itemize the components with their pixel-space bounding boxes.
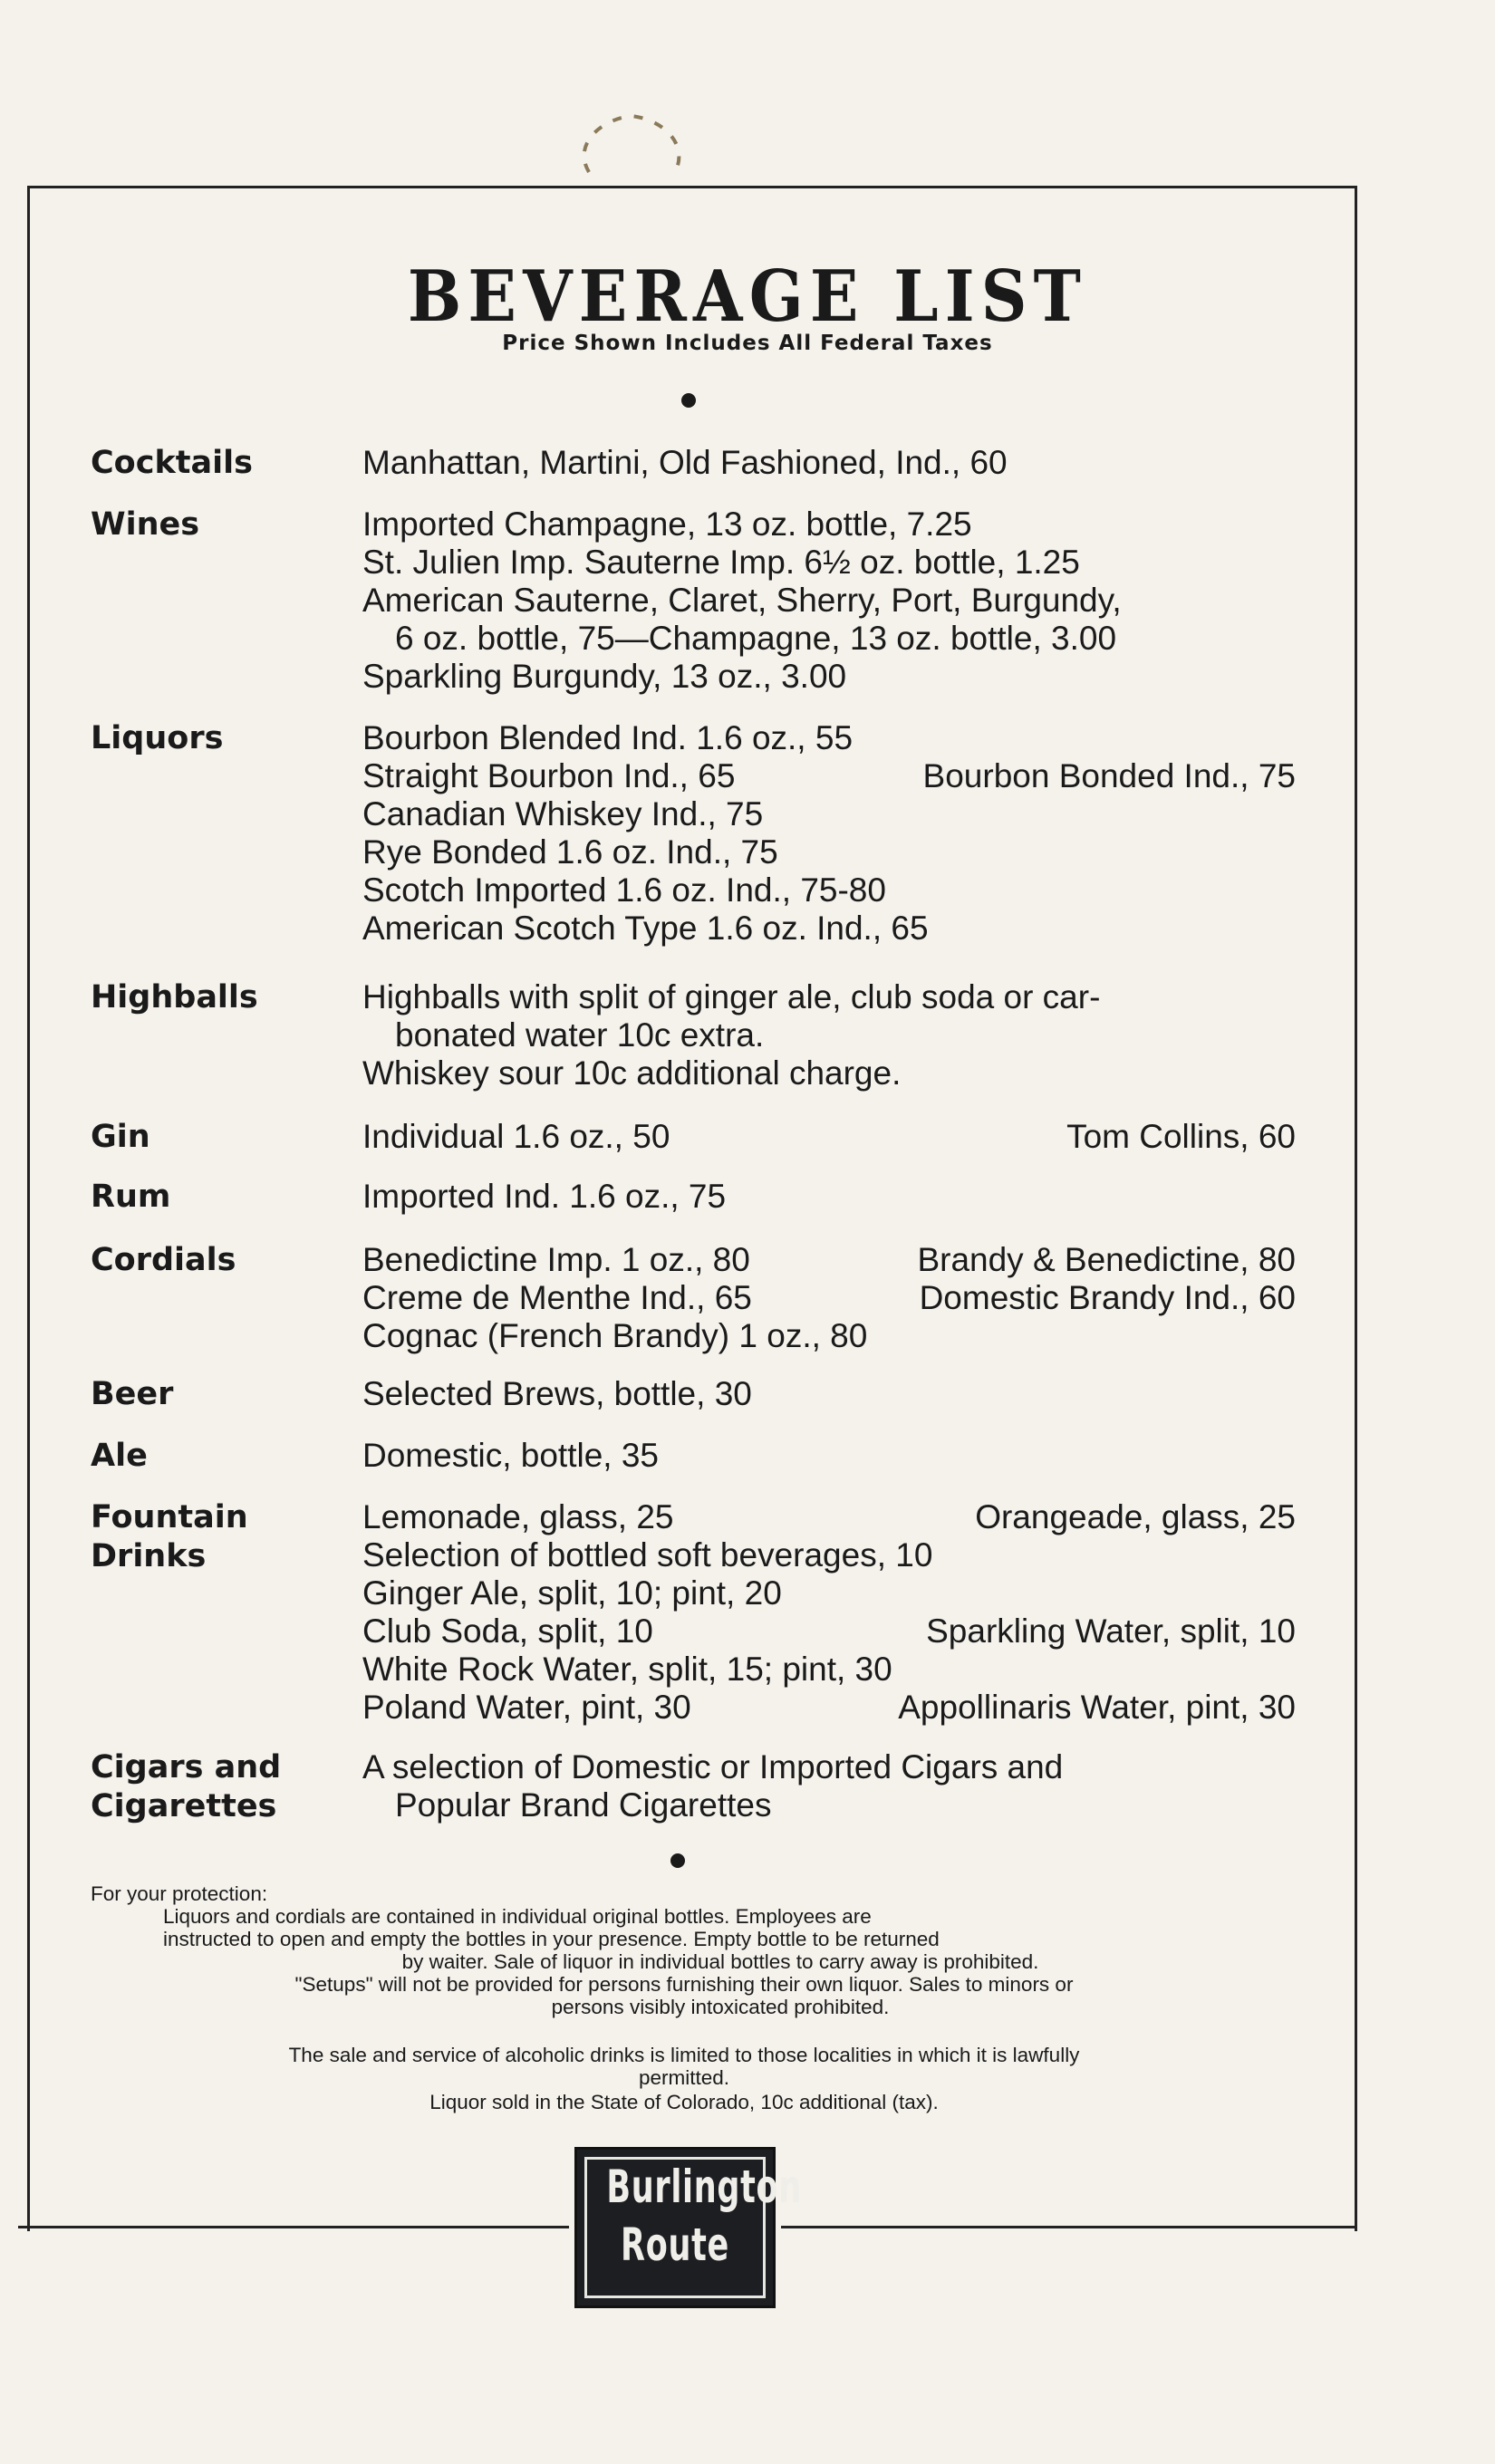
protection-line: "Setups" will not be provided for persons furnishing their own liquor. Sales to minors or: [294, 1973, 1074, 1996]
divider-dot: [681, 393, 696, 408]
section-label-line: Cigars and: [91, 1749, 282, 1785]
section-label-line: Drinks: [91, 1538, 207, 1574]
menu-item: Poland Water, pint, 30: [362, 1689, 691, 1726]
menu-line: Imported Ind. 1.6 oz., 75: [362, 1178, 727, 1215]
punched-hole-mark: [555, 109, 709, 181]
section-label: [91, 1748, 362, 1826]
menu-item: Appollinaris Water, pint, 30: [898, 1689, 1296, 1726]
sale-notice: [91, 2044, 1278, 2089]
protection-heading: For your protection:: [91, 1882, 268, 1905]
menu-line: Scotch Imported 1.6 oz. Ind., 75-80: [362, 871, 886, 909]
section-items: [362, 1118, 1296, 1156]
section-items: [362, 1748, 1296, 1824]
menu-line: St. Julien Imp. Sauterne Imp. 6½ oz. bottle, 1.25: [362, 544, 1080, 581]
protection-line: instructed to open and empty the bottles in your presence. Empty bottle to be returned: [163, 1928, 940, 1950]
menu-item: Straight Bourbon Ind., 65: [362, 757, 736, 794]
logo-line: Burlington: [606, 2161, 802, 2213]
menu-line-pair: [362, 1241, 1296, 1279]
section-items: [362, 1241, 1296, 1355]
menu-item: Brandy & Benedictine, 80: [917, 1241, 1296, 1278]
section-label: Beer: [91, 1376, 174, 1412]
tax-note: Price Shown Includes All Federal Taxes: [502, 332, 993, 355]
section-label: Rum: [91, 1179, 171, 1215]
menu-item: Bourbon Bonded Ind., 75: [922, 757, 1296, 794]
sale-line: The sale and service of alcoholic drinks is limited to those localities in which it is lawfully: [288, 2044, 1080, 2066]
menu-line: bonated water 10c extra.: [395, 1016, 765, 1054]
menu-item: Club Soda, split, 10: [362, 1612, 653, 1650]
divider-dot: [670, 1853, 685, 1868]
menu-line: Domestic, bottle, 35: [362, 1437, 659, 1474]
section-label: Cocktails: [91, 445, 253, 481]
logo-line: Route: [621, 2219, 729, 2271]
menu-line-pair: [362, 1612, 1296, 1651]
section-items: [362, 1498, 1296, 1727]
section-label-line: Fountain: [91, 1499, 248, 1535]
menu-line: Highballs with split of ginger ale, club soda or car-: [362, 978, 1101, 1015]
menu-line: American Scotch Type 1.6 oz. Ind., 65: [362, 910, 929, 947]
menu-line: Selected Brews, bottle, 30: [362, 1375, 752, 1412]
menu-line: Selection of bottled soft beverages, 10: [362, 1536, 933, 1574]
menu-line: Cognac (French Brandy) 1 oz., 80: [362, 1317, 868, 1354]
section-items: [362, 978, 1296, 1092]
section-items: [362, 1178, 1296, 1216]
menu-item: Benedictine Imp. 1 oz., 80: [362, 1241, 750, 1278]
menu-line: White Rock Water, split, 15; pint, 30: [362, 1651, 892, 1688]
protection-line: persons visibly intoxicated prohibited.: [551, 1996, 890, 2018]
menu-line: Sparkling Burgundy, 13 oz., 3.00: [362, 658, 847, 695]
menu-line: Canadian Whiskey Ind., 75: [362, 795, 764, 833]
protection-line: by waiter. Sale of liquor in individual bottles to carry away is prohibited.: [401, 1950, 1039, 1973]
burlington-route-logo: [574, 2147, 802, 2308]
section-items: [362, 444, 1296, 482]
menu-item: Domestic Brandy Ind., 60: [919, 1279, 1296, 1316]
sale-line: permitted.: [638, 2066, 730, 2089]
menu-item: Orangeade, glass, 25: [975, 1498, 1296, 1535]
menu-item: Individual 1.6 oz., 50: [362, 1118, 670, 1155]
menu-item: Lemonade, glass, 25: [362, 1498, 674, 1535]
section-label-line: Cigarettes: [91, 1788, 277, 1824]
protection-text: [163, 1905, 1278, 2018]
section-items: [362, 1375, 1296, 1413]
menu-line: Rye Bonded 1.6 oz. Ind., 75: [362, 833, 778, 871]
menu-line: 6 oz. bottle, 75—Champagne, 13 oz. bottle, 3.00: [395, 620, 1117, 657]
frame-bottom-left: [18, 2226, 569, 2228]
menu-line: Popular Brand Cigarettes: [395, 1786, 772, 1824]
menu-item: Sparkling Water, split, 10: [926, 1612, 1296, 1650]
menu-line-pair: [362, 1118, 1296, 1156]
menu-line-pair: [362, 757, 1296, 795]
section-items: [362, 1437, 1296, 1475]
menu-line: Ginger Ale, split, 10; pint, 20: [362, 1574, 782, 1612]
section-label: Gin: [91, 1119, 150, 1155]
menu-line: A selection of Domestic or Imported Cigars and: [362, 1748, 1064, 1785]
menu-line: Manhattan, Martini, Old Fashioned, Ind., 60: [362, 444, 1008, 481]
menu-line-pair: [362, 1498, 1296, 1536]
section-label: Wines: [91, 506, 200, 543]
menu-line: American Sauterne, Claret, Sherry, Port, Burgundy,: [362, 582, 1122, 619]
colorado-notice: Liquor sold in the State of Colorado, 10c additional (tax).: [429, 2091, 939, 2113]
section-items: [362, 505, 1296, 696]
section-label: Highballs: [91, 979, 258, 1015]
menu-line: Whiskey sour 10c additional charge.: [362, 1054, 902, 1092]
menu-line-pair: [362, 1689, 1296, 1727]
section-items: [362, 719, 1296, 948]
section-label: Cordials: [91, 1242, 236, 1278]
section-label: Liquors: [91, 720, 224, 756]
frame-bottom-right: [781, 2226, 1355, 2228]
menu-item: Tom Collins, 60: [1066, 1118, 1296, 1155]
section-label: Ale: [91, 1438, 148, 1474]
section-label: [91, 1498, 362, 1576]
menu-item: Creme de Menthe Ind., 65: [362, 1279, 752, 1316]
page-title: BEVERAGE LIST: [407, 255, 1088, 338]
protection-line: Liquors and cordials are contained in individual original bottles. Employees are: [163, 1905, 872, 1928]
menu-line: Imported Champagne, 13 oz. bottle, 7.25: [362, 505, 972, 543]
menu-line: Bourbon Blended Ind. 1.6 oz., 55: [362, 719, 854, 756]
menu-line-pair: [362, 1279, 1296, 1317]
